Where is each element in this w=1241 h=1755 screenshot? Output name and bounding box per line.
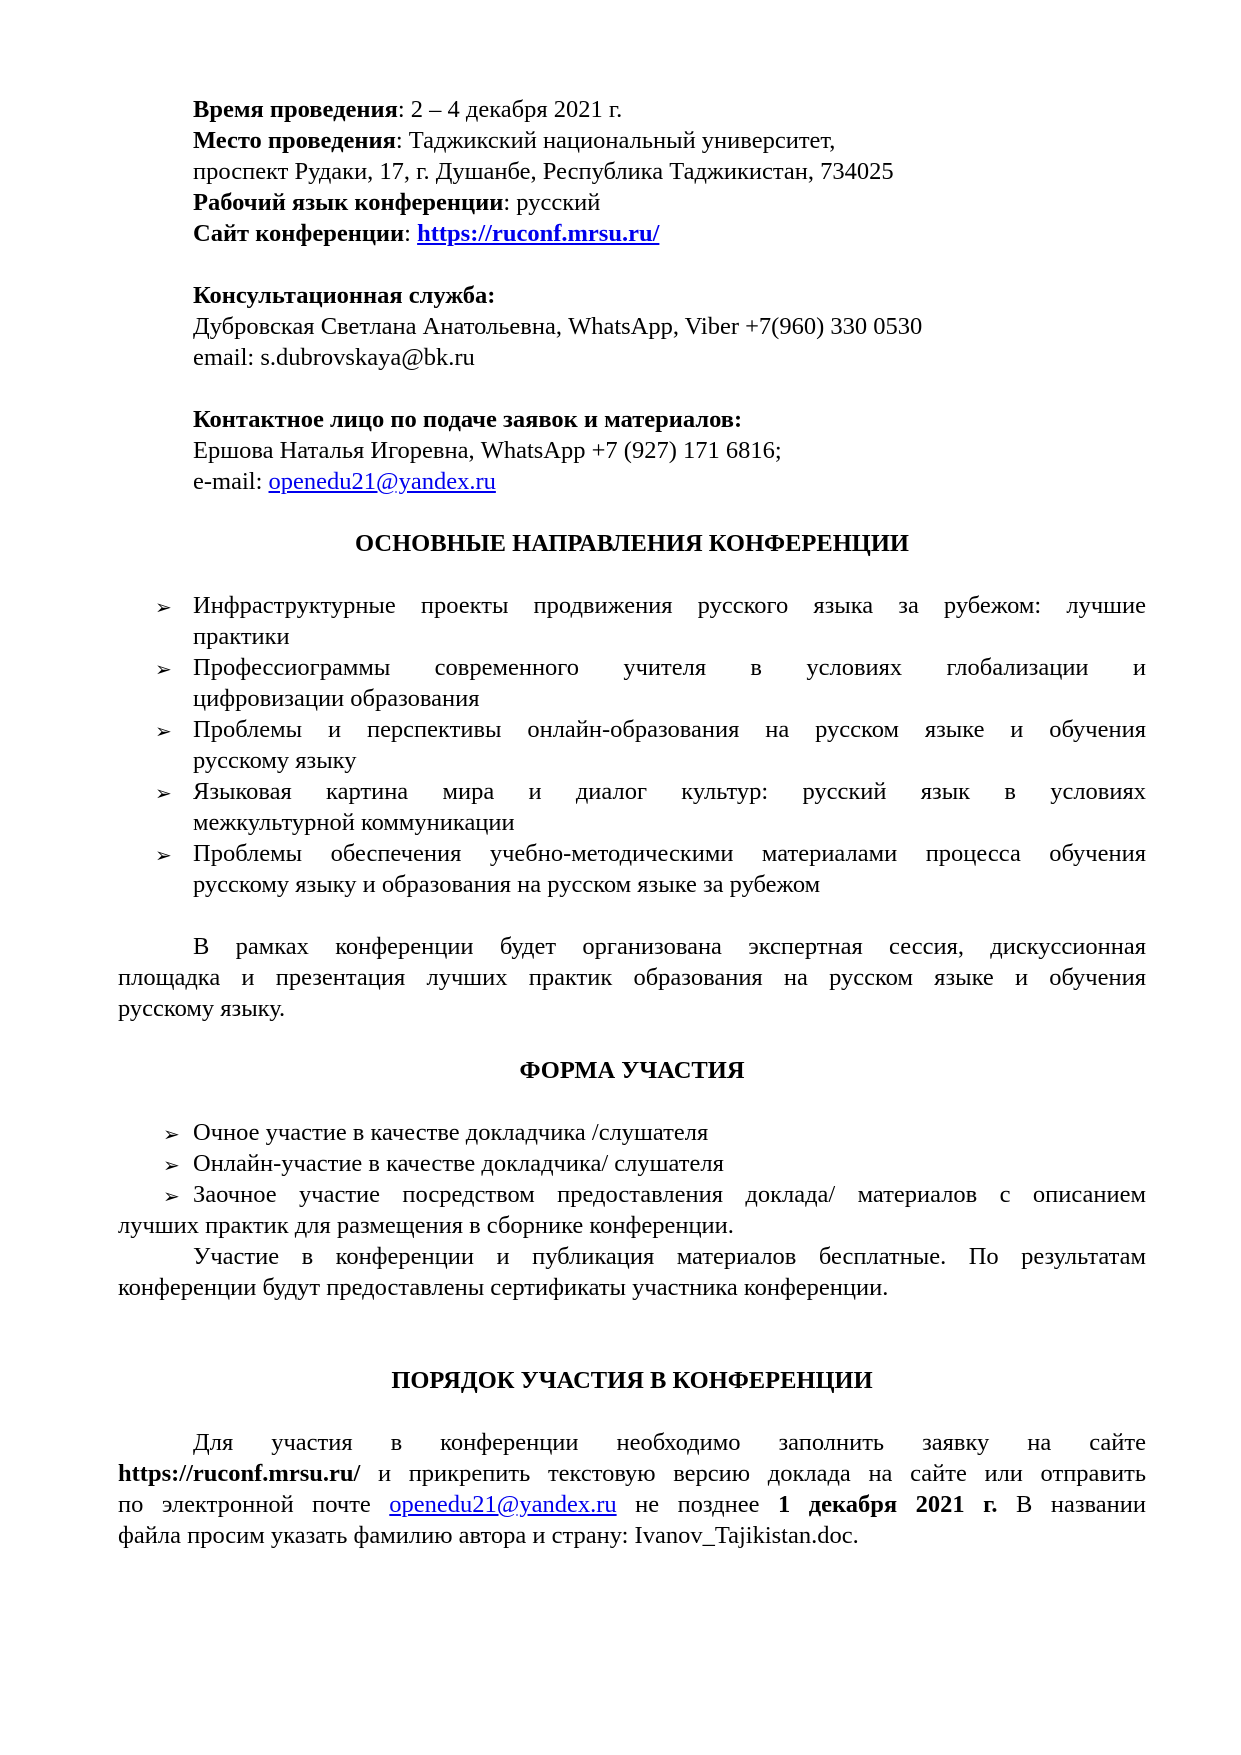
site-link[interactable]: https://ruconf.mrsu.ru/ <box>417 220 660 247</box>
form-heading: ФОРМА УЧАСТИЯ <box>519 1057 745 1084</box>
event-time-value: : 2 – 4 декабря 2021 г. <box>397 96 623 123</box>
event-site-label: Сайт конференции <box>193 220 405 247</box>
arrow-bullet-icon: ➢ <box>163 1122 180 1146</box>
order-site-link[interactable]: https://ruconf.mrsu.ru/ <box>118 1460 361 1487</box>
event-site-sep: : <box>404 220 418 247</box>
direction-3-line1: Проблемы и перспективы онлайн-образования на русском языке и обучения <box>193 716 1146 743</box>
consult-title: Консультационная служба: <box>193 282 496 309</box>
form-item-2: Онлайн-участие в качестве докладчика/ слушателя <box>193 1150 724 1177</box>
arrow-bullet-icon: ➢ <box>155 657 172 681</box>
arrow-bullet-icon: ➢ <box>155 595 172 619</box>
arrow-bullet-icon: ➢ <box>155 843 172 867</box>
direction-1-line2: практики <box>193 623 290 650</box>
arrow-bullet-icon: ➢ <box>155 781 172 805</box>
direction-4-line2: межкультурной коммуникации <box>193 809 515 836</box>
order-line3-rest: В названии <box>997 1491 1146 1518</box>
form-free-line2: конференции будут предоставлены сертификаты участника конференции. <box>118 1274 889 1301</box>
direction-5-line2: русскому языку и образования на русском языке за рубежом <box>193 871 821 898</box>
order-email-link[interactable]: openedu21@yandex.ru <box>389 1491 617 1518</box>
direction-3-line2: русскому языку <box>193 747 357 774</box>
order-line1: Для участия в конференции необходимо заполнить заявку на сайте <box>193 1429 1146 1456</box>
directions-heading: ОСНОВНЫЕ НАПРАВЛЕНИЯ КОНФЕРЕНЦИИ <box>355 530 909 557</box>
order-line3-mid: не позднее <box>616 1491 778 1518</box>
order-line4: файла просим указать фамилию автора и страну: Ivanov_Tajikistan.doc. <box>118 1522 859 1549</box>
directions-para-line1: В рамках конференции будет организована экспертная сессия, дискуссионная <box>193 933 1146 960</box>
direction-2-line2: цифровизации образования <box>193 685 480 712</box>
event-place <box>193 125 835 156</box>
event-language-value: : русский <box>503 189 601 216</box>
order-line3-prefix: по электронной почте <box>118 1491 390 1518</box>
direction-4-line1: Языковая картина мира и диалог культур: русский язык в условиях <box>193 778 1146 805</box>
event-place-value: : Таджикский национальный университет, <box>395 127 836 154</box>
direction-1-line1: Инфраструктурные проекты продвижения русского языка за рубежом: лучшие <box>193 592 1146 619</box>
event-time <box>193 94 622 125</box>
order-line2 <box>118 1458 1146 1489</box>
contact-email-link[interactable]: openedu21@yandex.ru <box>268 468 496 495</box>
event-place-address: проспект Рудаки, 17, г. Душанбе, Республика Таджикистан, 734025 <box>193 158 894 185</box>
order-deadline: 1 декабря 2021 г. <box>777 1491 998 1518</box>
form-free-line1: Участие в конференции и публикация материалов бесплатные. По результатам <box>193 1243 1146 1270</box>
event-time-label: Время проведения <box>193 96 398 123</box>
event-language <box>193 187 600 218</box>
form-item-3-line1: Заочное участие посредством предоставления доклада/ материалов с описанием <box>193 1181 1146 1208</box>
contact-email-prefix: e-mail: <box>193 468 269 495</box>
arrow-bullet-icon: ➢ <box>163 1184 180 1208</box>
contact-person: Ершова Наталья Игоревна, WhatsApp +7 (927) 171 6816; <box>193 437 782 464</box>
arrow-bullet-icon: ➢ <box>155 719 172 743</box>
event-language-label: Рабочий язык конференции <box>193 189 504 216</box>
event-place-label: Место проведения <box>193 127 396 154</box>
directions-para-line3: русскому языку. <box>118 995 286 1022</box>
order-line2-rest: и прикрепить текстовую версию доклада на сайте или отправить <box>360 1460 1146 1487</box>
contact-email <box>193 466 496 497</box>
direction-2-line1: Профессиограммы современного учителя в условиях глобализации и <box>193 654 1146 681</box>
consult-person: Дубровская Светлана Анатольевна, WhatsApp, Viber +7(960) 330 0530 <box>193 313 923 340</box>
order-line3 <box>118 1489 1146 1520</box>
direction-5-line1: Проблемы обеспечения учебно-методическими материалами процесса обучения <box>193 840 1146 867</box>
arrow-bullet-icon: ➢ <box>163 1153 180 1177</box>
form-item-1: Очное участие в качестве докладчика /слушателя <box>193 1119 709 1146</box>
directions-para-line2: площадка и презентация лучших практик образования на русском языке и обучения <box>118 964 1146 991</box>
consult-email: email: s.dubrovskaya@bk.ru <box>193 344 475 371</box>
form-item-3-line2: лучших практик для размещения в сборнике конференции. <box>118 1212 734 1239</box>
event-site <box>193 218 659 249</box>
contact-title: Контактное лицо по подаче заявок и материалов: <box>193 406 743 433</box>
order-heading: ПОРЯДОК УЧАСТИЯ В КОНФЕРЕНЦИИ <box>391 1367 873 1394</box>
